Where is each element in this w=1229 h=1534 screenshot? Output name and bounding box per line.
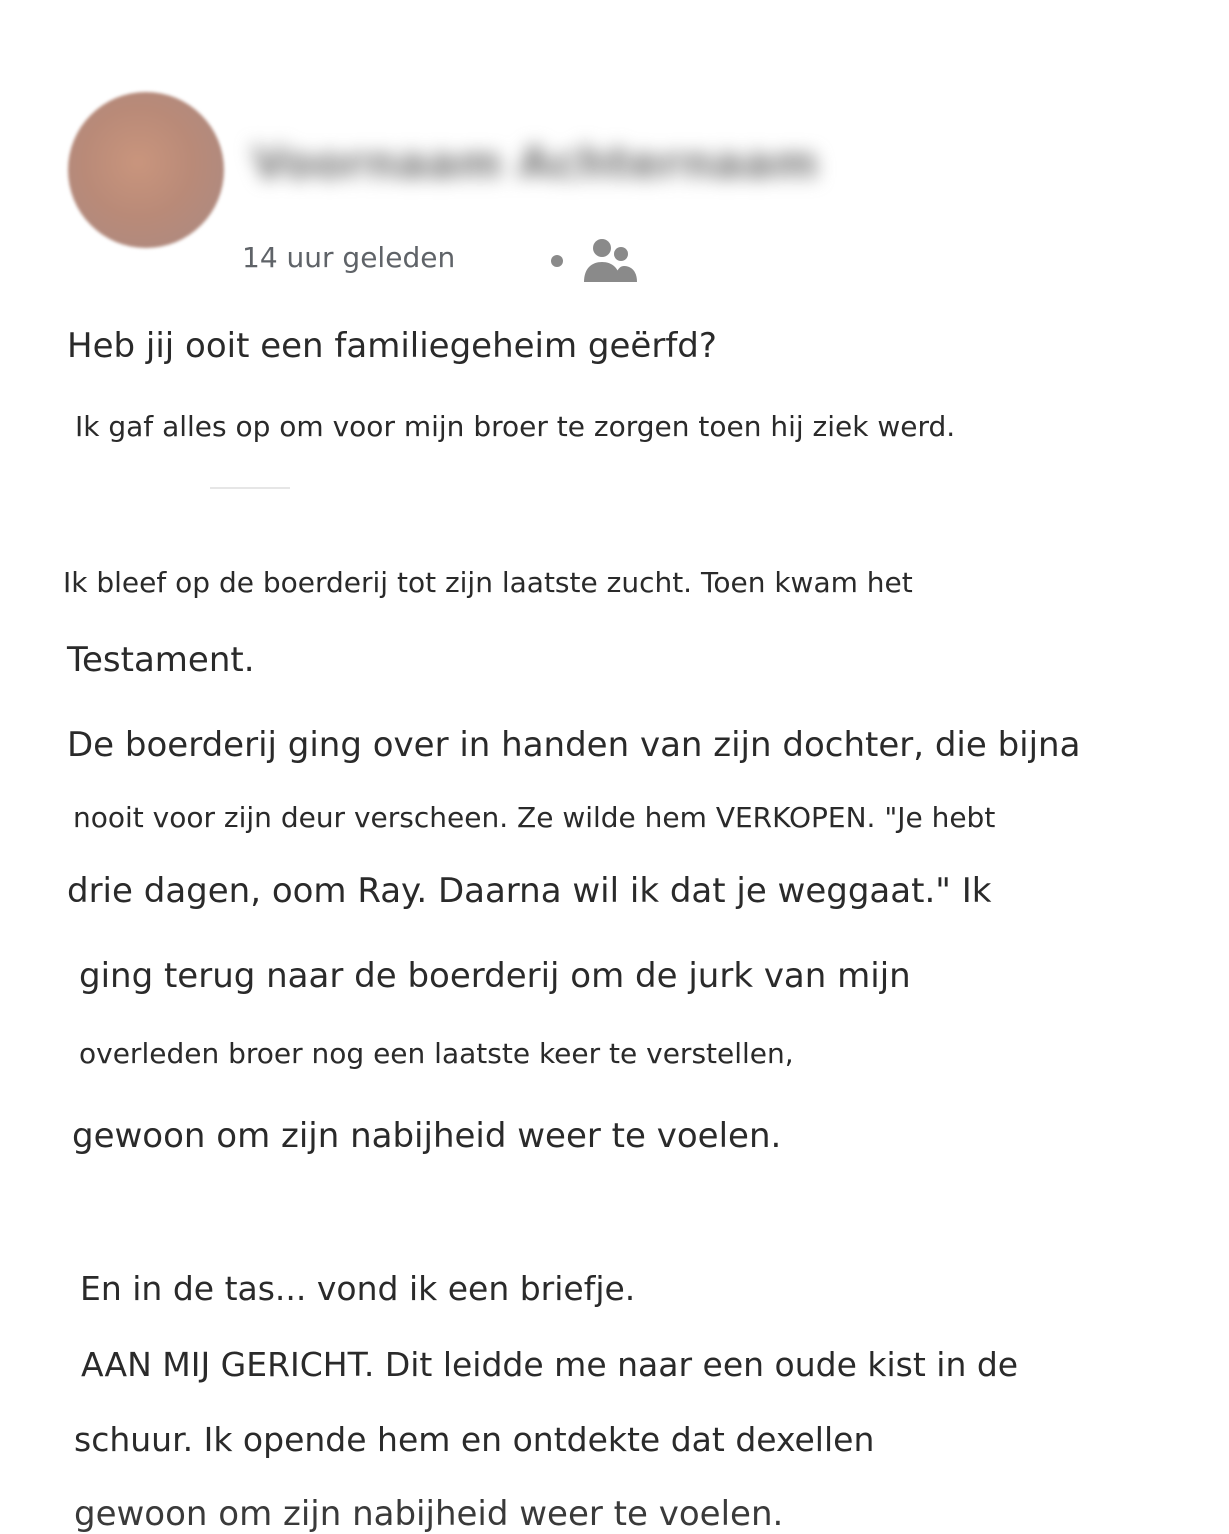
post-text-line: gewoon om zijn nabijheid weer te voelen. [72, 1116, 782, 1156]
post-text-line: Ik bleef op de boerderij tot zijn laatste zucht. Toen kwam het [63, 566, 913, 599]
post-text-line: ging terug naar de boerderij om de jurk van mijn [79, 956, 911, 996]
post-text-line: Ik gaf alles op om voor mijn broer te zorgen toen hij ziek werd. [75, 410, 956, 443]
post-text-line: overleden broer nog een laatste keer te verstellen, [79, 1037, 794, 1070]
post-text-line: schuur. Ik opende hem en ontdekte dat dexellen [74, 1420, 875, 1459]
people-icon[interactable] [582, 236, 638, 286]
meta-separator-dot [551, 255, 563, 267]
avatar[interactable] [68, 92, 224, 248]
post-text-line: nooit voor zijn deur verscheen. Ze wilde hem VERKOPEN. "Je hebt [73, 801, 996, 834]
post-title: Heb jij ooit een familiegeheim geërfd? [67, 326, 717, 366]
author-name[interactable]: Voornaam Achternaam [252, 138, 819, 189]
post-text-line: En in de tas... vond ik een briefje. [80, 1269, 636, 1308]
post-text-line: Testament. [67, 640, 255, 680]
post-text-line: gewoon om zijn nabijheid weer te voelen. [74, 1494, 784, 1534]
post-text-line: drie dagen, oom Ray. Daarna wil ik dat je weggaat." Ik [67, 871, 992, 911]
post-text-line: De boerderij ging over in handen van zijn dochter, die bijna [67, 725, 1081, 765]
divider [210, 487, 290, 489]
post-text-line: AAN MIJ GERICHT. Dit leidde me naar een oude kist in de [81, 1345, 1019, 1384]
post-timestamp[interactable]: 14 uur geleden [242, 241, 456, 274]
